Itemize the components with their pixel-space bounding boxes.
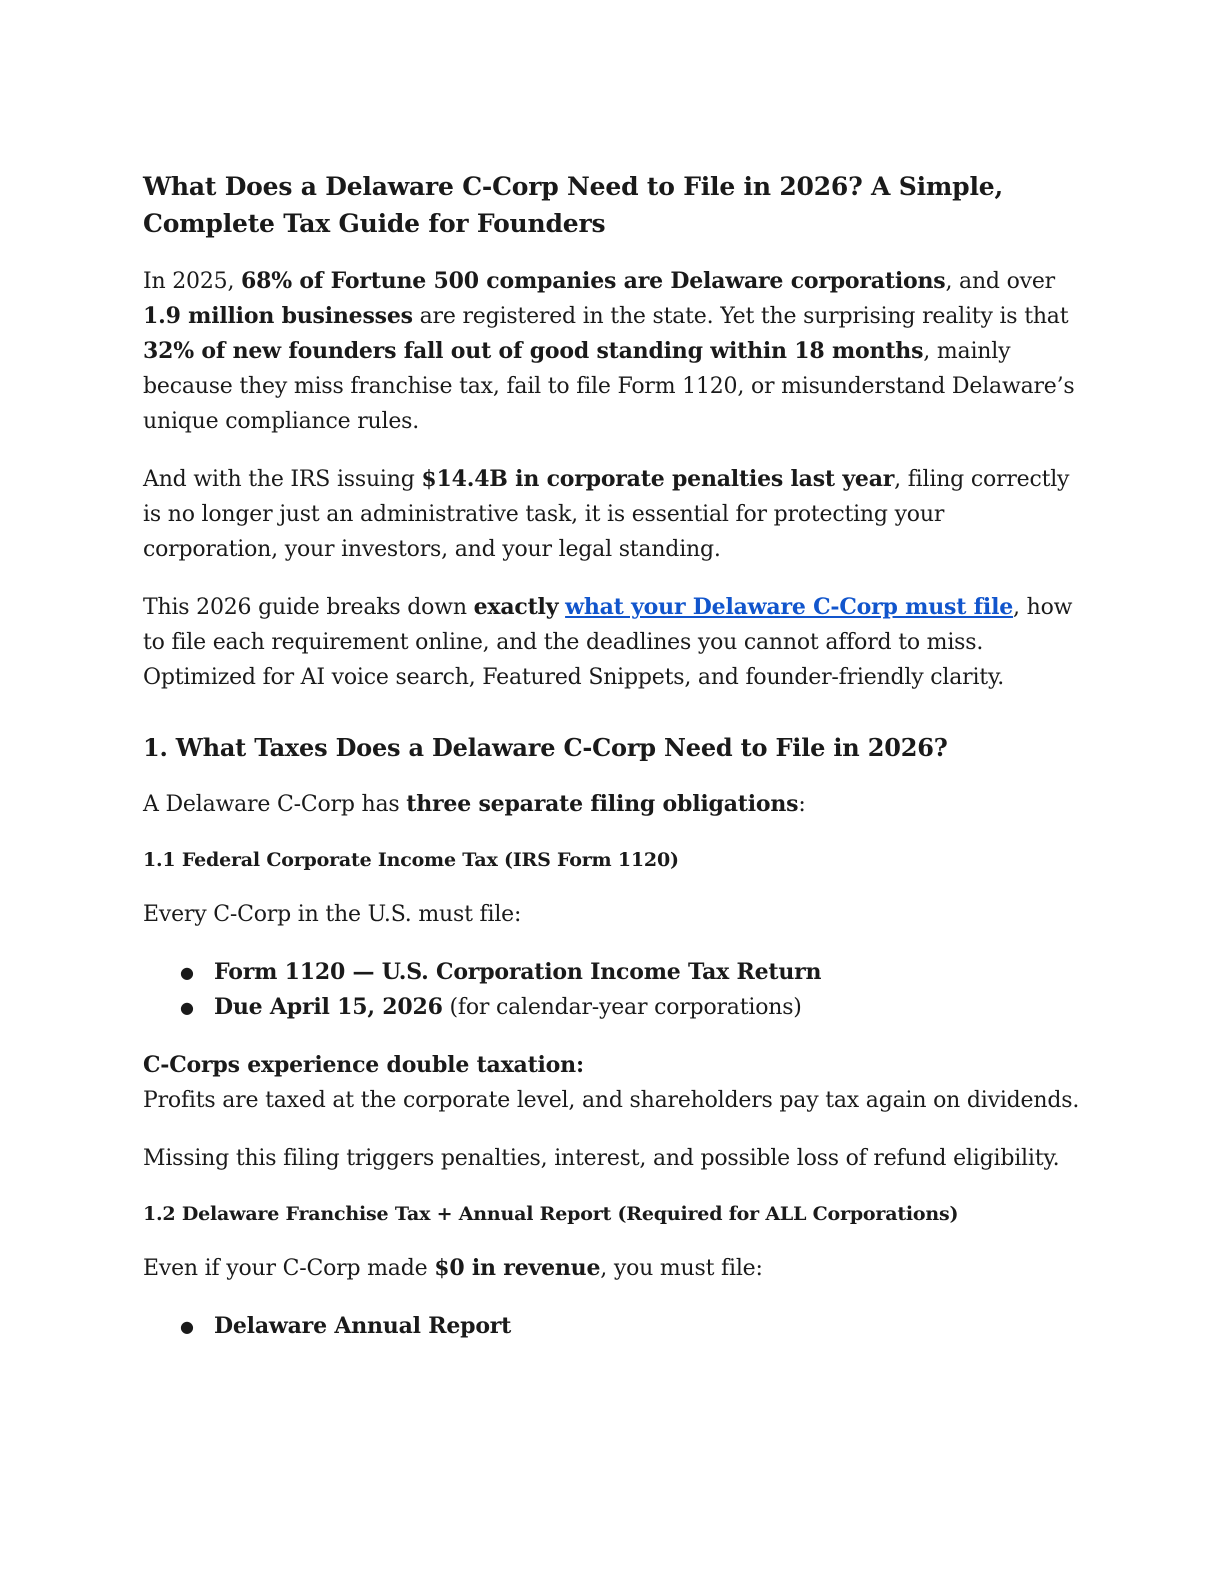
list-item (143, 990, 1083, 1025)
text-span: This 2026 guide breaks down (143, 595, 474, 620)
bold-span: 1.9 million businesses (143, 303, 413, 329)
text-span: , filing correctly is no longer just an administrative task, it is essential for protecting your corporation, your investors, and your legal standing. (143, 467, 1070, 562)
bold-span: Due April 15, 2026 (214, 994, 443, 1020)
double-taxation-heading: C-Corps experience double taxation: (143, 1052, 584, 1078)
text-span: , how to file each requirement online, and the deadlines you cannot afford to miss. Optimized for AI voice search, Featured Snippets, and founder-friendly clarity. (143, 595, 1073, 690)
bold-span: $14.4B in corporate penalties last year (421, 466, 895, 492)
bold-span: Form 1120 — U.S. Corporation Income Tax Return (214, 959, 822, 985)
bold-span: 32% of new founders fall out of good standing within 18 months (143, 338, 924, 364)
subsection-1-2-heading: 1.2 Delaware Franchise Tax + Annual Report (Required for ALL Corporations) (143, 1203, 959, 1225)
document-title: What Does a Delaware C-Corp Need to File in 2026? A Simple, Complete Tax Guide for Founders (143, 172, 1003, 238)
list-item (143, 955, 1083, 990)
subsection-1-1-heading: 1.1 Federal Corporate Income Tax (IRS Form 1120) (143, 849, 679, 871)
delaware-filing-list (143, 1309, 1083, 1344)
text-span: are registered in the state. Yet the surprising reality is that (412, 304, 1069, 329)
text-span: In 2025, (143, 269, 242, 294)
missing-filing-paragraph: Missing this filing triggers penalties, interest, and possible loss of refund eligibility. (143, 1146, 1060, 1171)
text-span: Profits are taxed at the corporate level, and shareholders pay tax again on dividends. (143, 1088, 1080, 1113)
delaware-filing-link[interactable]: what your Delaware C-Corp must file (565, 594, 1014, 620)
form-1120-list (143, 955, 1083, 1025)
bullet-icon: ● (180, 1317, 194, 1336)
text-span: , and over (945, 269, 1055, 294)
bold-span: Delaware Annual Report (214, 1313, 512, 1339)
intro-paragraph-2 (143, 462, 1083, 567)
text-span: A Delaware C-Corp has (143, 792, 407, 817)
bold-span: 68% of Fortune 500 companies are Delaware corporations (241, 268, 946, 294)
text-span: (for calendar-year corporations) (442, 995, 802, 1020)
bold-span: $0 in revenue (434, 1255, 601, 1281)
text-span: And with the IRS issuing (143, 467, 422, 492)
section-1-lead (143, 787, 1083, 822)
subsection-1-1-lead: Every C-Corp in the U.S. must file: (143, 902, 522, 927)
bold-span: exactly (473, 594, 559, 620)
text-span: : (798, 792, 806, 817)
document-page (143, 168, 1083, 1367)
list-item (143, 1309, 1083, 1344)
section-1-heading: 1. What Taxes Does a Delaware C-Corp Need to File in 2026? (143, 733, 948, 762)
bold-span: three separate filing obligations (406, 791, 799, 817)
bullet-icon: ● (180, 963, 194, 982)
bullet-icon: ● (180, 998, 194, 1017)
subsection-1-2-lead (143, 1251, 1083, 1286)
intro-paragraph-1 (143, 264, 1083, 439)
text-span: , mainly because they miss franchise tax, fail to file Form 1120, or misunderstand Delaware’s unique compliance rules. (143, 339, 1075, 434)
intro-paragraph-3 (143, 590, 1083, 695)
text-span: , you must file: (600, 1256, 763, 1281)
double-taxation-paragraph (143, 1048, 1083, 1118)
text-span: Even if your C-Corp made (143, 1256, 435, 1281)
